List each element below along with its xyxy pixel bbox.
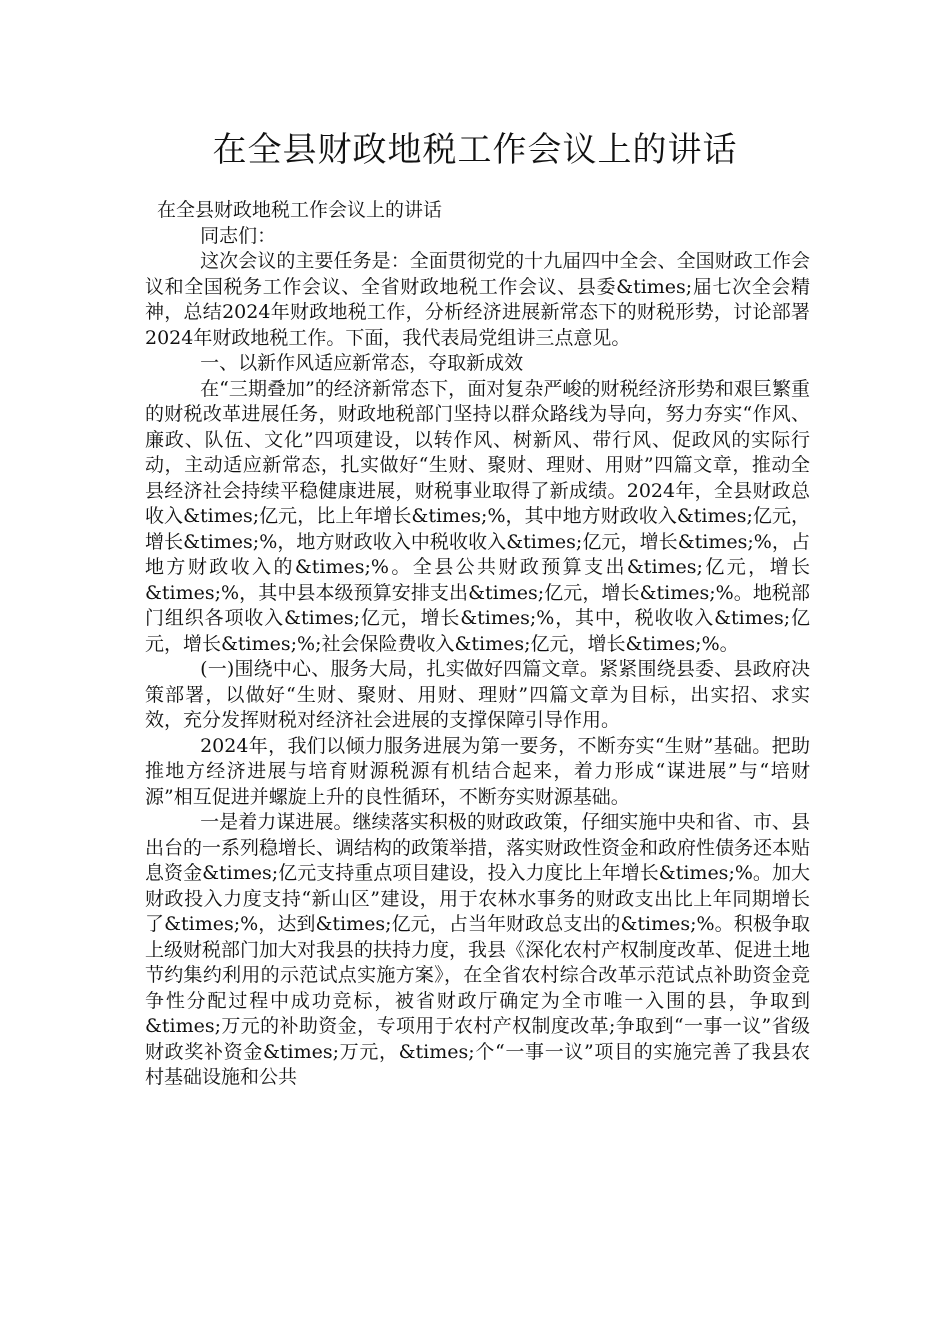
document-title: 在全县财政地税工作会议上的讲话 [212, 130, 738, 170]
document-body [145, 198, 810, 1091]
body-paragraph: 这次会议的主要任务是：全面贯彻党的十九届四中全会、全国财政工作会议和全国税务工作会议、全省财政地税工作会议、县委&times;届七次全会精神，总结2024年财政地税工作，分析经济进展新常态下的财税形势，讨论部署2024年财政地税工作。下面，我代表局党组讲三点意见。 [145, 250, 810, 349]
salutation: 同志们： [200, 224, 277, 247]
body-paragraph: 一是着力谋进展。继续落实积极的财政政策，仔细实施中央和省、市、县出台的一系列稳增长、调结构的政策举措，落实财政性资金和政府性债务还本贴息资金&times;亿元支持重点项目建设，投入力度比上年增长&times;%。加大财政投入力度支持“新山区”建设，用于农林水事务的财政支出比上年同期增长了&times;%，达到&times;亿元，占当年财政总支出的&times;%。积极争取上级财税部门加大对我县的扶持力度，我县《深化农村产权制度改革、促进土地节约集约利用的示范试点实施方案》，在全省农村综合改革示范试点补助资金竞争性分配过程中成功竞标，被省财政厅确定为全市唯一入围的县，争取到&times;万元的补助资金，专项用于农村产权制度改革;争取到“一事一议”省级财政奖补资金&times;万元，&times;个“一事一议”项目的实施完善了我县农村基础设施和公共 [145, 811, 811, 1088]
body-paragraph: (一)围绕中心、服务大局，扎实做好四篇文章。紧紧围绕县委、县政府决策部署，以做好“生财、聚财、用财、理财”四篇文章为目标，出实招、求实效，充分发挥财税对经济社会进展的支撑保障引导作用。 [145, 658, 810, 731]
section-heading: 一、以新作风适应新常态，夺取新成效 [200, 352, 524, 374]
body-paragraph: 在“三期叠加”的经济新常态下，面对复杂严峻的财税经济形势和艰巨繁重的财税改革进展任务，财政地税部门坚持以群众路线为导向，努力夯实“作风、廉政、队伍、文化”四项建设，以转作风、树新风、带行风、促政风的实际行动，主动适应新常态，扎实做好“生财、聚财、理财、用财”四篇文章，推动全县经济社会持续平稳健康进展，财税事业取得了新成绩。2024年，全县财政总收入&times;亿元，比上年增长&times;%，其中地方财政收入&times;亿元，增长&times;%，地方财政收入中税收收入&times;亿元，增长&times;%，占地方财政收入的&times;%。全县公共财政预算支出&times;亿元，增长&times;%，其中县本级预算安排支出&times;亿元，增长&times;%。地税部门组织各项收入&times;亿元，增长&times;%，其中，税收收入&times;亿元，增长&times;%;社会保险费收入&times;亿元，增长&times;%。 [145, 377, 810, 655]
body-paragraph: 2024年，我们以倾力服务进展为第一要务，不断夯实“生财”基础。把助推地方经济进展与培育财源税源有机结合起来，着力形成“谋进展”与“培财源”相互促进并螺旋上升的良性循环，不断夯实财源基础。 [145, 734, 810, 808]
document-subtitle: 在全县财政地税工作会议上的讲话 [157, 199, 443, 221]
